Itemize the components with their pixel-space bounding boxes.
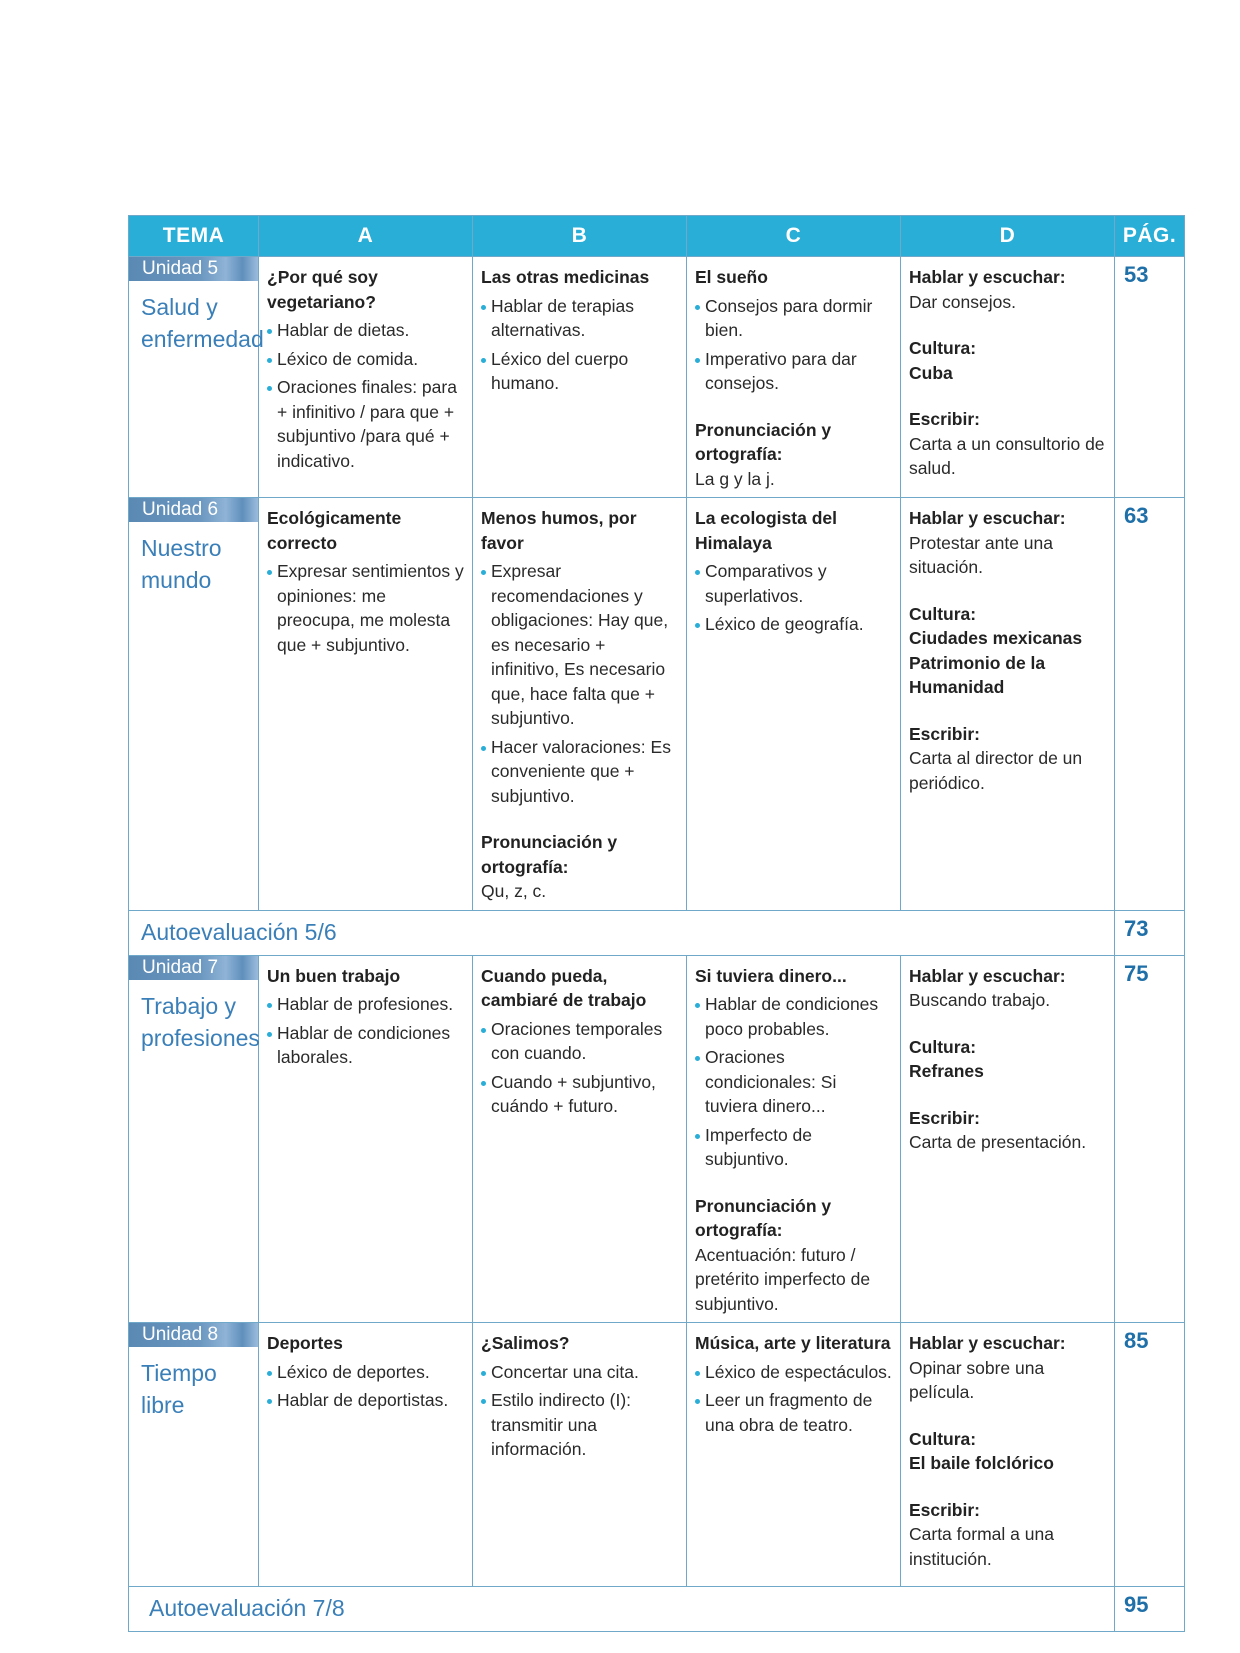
bullet-item: Imperfecto de subjuntivo. — [695, 1123, 892, 1172]
self-assessment-cell — [129, 910, 1115, 955]
pronunciation-text: Acentuación: futuro / pretérito imperfecto de subjuntivo. — [695, 1244, 871, 1314]
escribir-label: Escribir: — [909, 723, 980, 744]
bullet-item: Concertar una cita. — [481, 1360, 678, 1385]
cultura-text: Cuba — [909, 362, 953, 383]
bullet-icon — [481, 1399, 486, 1404]
bullet-item: Comparativos y superlativos. — [695, 559, 892, 608]
hablar-text: Buscando trabajo. — [909, 990, 1051, 1010]
bullet-icon — [695, 1399, 700, 1404]
bullet-list — [695, 294, 892, 396]
bullet-list — [267, 1360, 464, 1413]
section-c-cell — [687, 257, 901, 498]
bullet-icon — [267, 1371, 272, 1376]
section-title: Si tuviera dinero... — [695, 965, 847, 986]
section-title: La ecologista del Himalaya — [695, 508, 837, 553]
bullet-item: Léxico de geografía. — [695, 612, 892, 637]
unit-title: Tiempo libre — [141, 1360, 217, 1418]
escribir-text: Carta formal a una institución. — [909, 1524, 1054, 1569]
header-tema: TEMA — [129, 216, 259, 257]
section-d-cell — [901, 955, 1115, 1323]
self-assessment-row — [129, 910, 1185, 955]
bullet-item: Hablar de deportistas. — [267, 1388, 464, 1413]
self-assessment-cell — [129, 1587, 1115, 1632]
page-number: 53 — [1124, 262, 1149, 287]
header-c: C — [687, 216, 901, 257]
section-b-cell — [473, 1323, 687, 1587]
unit-cell — [129, 1323, 259, 1587]
page-number: 63 — [1124, 503, 1149, 528]
escribir-text: Carta a un consultorio de salud. — [909, 433, 1105, 478]
section-a-cell — [259, 1323, 473, 1587]
escribir-text: Carta al director de un periódico. — [909, 748, 1083, 793]
header-pag: PÁG. — [1115, 216, 1185, 257]
bullet-item: Hablar de condiciones laborales. — [267, 1021, 464, 1070]
bullet-item: Consejos para dormir bien. — [695, 294, 892, 343]
unit-cell — [129, 257, 264, 498]
cultura-label: Cultura: — [909, 603, 977, 624]
pronunciation-text: La g y la j. — [695, 468, 775, 489]
section-title: Cuando pueda, cambiaré de trabajo — [481, 965, 647, 1010]
bullet-icon — [695, 623, 700, 628]
section-title: Música, arte y literatura — [695, 1333, 891, 1353]
section-d-cell — [901, 1323, 1115, 1587]
bullet-icon — [481, 305, 486, 310]
unit-label: Unidad 5 — [129, 257, 258, 281]
self-assessment-label: Autoevaluación 7/8 — [149, 1595, 345, 1621]
bullet-icon — [695, 1056, 700, 1061]
section-c-cell — [687, 955, 901, 1323]
page-cell — [1115, 257, 1185, 498]
unit-cell — [129, 955, 259, 1323]
contents-table — [128, 215, 1185, 1632]
section-title: Las otras medicinas — [481, 267, 650, 287]
hablar-label: Hablar y escuchar: — [909, 508, 1066, 528]
bullet-icon — [267, 1032, 272, 1037]
section-c-cell — [687, 1323, 901, 1587]
hablar-label: Hablar y escuchar: — [909, 267, 1066, 287]
unit-row — [129, 1323, 1185, 1587]
bullet-item: Léxico de espectáculos. — [695, 1360, 892, 1385]
bullet-list — [481, 1360, 678, 1462]
unit-label: Unidad 6 — [129, 498, 258, 522]
section-d-cell — [901, 257, 1115, 498]
page-number: 85 — [1124, 1328, 1149, 1353]
bullet-list — [481, 1017, 678, 1119]
bullet-item: Hablar de condiciones poco probables. — [695, 992, 892, 1041]
bullet-list — [481, 559, 678, 808]
page-cell — [1115, 1587, 1185, 1632]
escribir-text: Carta de presentación. — [909, 1132, 1087, 1152]
pronunciation-label: Pronunciación y ortografía: — [695, 419, 832, 464]
bullet-list — [695, 992, 892, 1172]
section-d-cell — [901, 498, 1115, 911]
unit-title: Trabajo y profesiones — [141, 992, 260, 1051]
bullet-item: Imperativo para dar consejos. — [695, 347, 892, 396]
section-title: Ecológicamente correcto — [267, 508, 402, 553]
page-cell — [1115, 910, 1185, 955]
section-b-cell — [473, 498, 687, 911]
section-title: El sueño — [695, 267, 768, 287]
unit-title: Salud y enfermedad — [141, 294, 264, 352]
bullet-item: Cuando + subjuntivo, cuándo + futuro. — [481, 1070, 678, 1119]
bullet-item: Léxico de deportes. — [267, 1360, 464, 1385]
bullet-icon — [267, 329, 272, 334]
bullet-icon — [695, 1134, 700, 1139]
bullet-icon — [481, 1081, 486, 1086]
bullet-list — [695, 559, 892, 637]
cultura-text: Ciudades mexicanas Patrimonio de la Humanidad — [909, 628, 1083, 697]
section-title: Un buen trabajo — [267, 965, 401, 986]
unit-label: Unidad 7 — [129, 956, 258, 980]
unit-label: Unidad 8 — [129, 1323, 258, 1347]
bullet-icon — [267, 386, 272, 391]
escribir-label: Escribir: — [909, 1499, 980, 1520]
bullet-icon — [481, 1028, 486, 1033]
hablar-text: Protestar ante una situación. — [909, 532, 1053, 577]
unit-row — [129, 257, 1185, 498]
bullet-icon — [695, 305, 700, 310]
bullet-list — [267, 559, 464, 657]
bullet-list — [267, 992, 464, 1070]
bullet-item: Léxico de comida. — [267, 347, 464, 372]
self-assessment-label: Autoevaluación 5/6 — [141, 918, 337, 945]
unit-row — [129, 955, 1185, 1323]
pronunciation-text: Qu, z, c. — [481, 881, 547, 901]
page-number: 95 — [1124, 1592, 1149, 1617]
section-title: ¿Por qué soy vegetariano? — [267, 267, 378, 312]
page-cell — [1115, 955, 1185, 1323]
cultura-text: Refranes — [909, 1061, 984, 1081]
bullet-item: Hablar de profesiones. — [267, 992, 464, 1017]
bullet-icon — [481, 570, 486, 575]
bullet-icon — [267, 1003, 272, 1008]
section-b-cell — [473, 955, 687, 1323]
bullet-icon — [695, 570, 700, 575]
header-row — [129, 216, 1185, 257]
bullet-icon — [695, 1371, 700, 1376]
header-a: A — [259, 216, 473, 257]
pronunciation-label: Pronunciación y ortografía: — [695, 1195, 832, 1240]
section-a-cell — [259, 257, 473, 498]
hablar-label: Hablar y escuchar: — [909, 965, 1066, 986]
section-a-cell — [259, 955, 473, 1323]
cultura-text: El baile folclórico — [909, 1453, 1054, 1473]
bullet-list — [695, 1360, 892, 1438]
bullet-icon — [267, 570, 272, 575]
bullet-item: Oraciones condicionales: Si tuviera dinero... — [695, 1045, 892, 1119]
bullet-item: Hablar de terapias alternativas. — [481, 294, 678, 343]
bullet-item: Expresar sentimientos y opiniones: me preocupa, me molesta que + subjuntivo. — [267, 559, 464, 657]
bullet-item: Léxico del cuerpo humano. — [481, 347, 678, 396]
unit-cell — [129, 498, 259, 911]
bullet-icon — [695, 1003, 700, 1008]
hablar-text: Dar consejos. — [909, 291, 1016, 312]
cultura-label: Cultura: — [909, 338, 977, 358]
bullet-icon — [481, 746, 486, 751]
hablar-label: Hablar y escuchar: — [909, 1333, 1066, 1353]
bullet-item: Expresar recomendaciones y obligaciones: Hay que, es necesario + infinitivo, Es necesario que, hace falta que + subjuntivo. — [481, 559, 678, 731]
unit-row — [129, 498, 1185, 911]
bullet-icon — [481, 358, 486, 363]
bullet-item: Hacer valoraciones: Es conveniente que + subjuntivo. — [481, 735, 678, 809]
bullet-item: Oraciones finales: para + infinitivo / para que + subjuntivo /para qué + indicativo. — [267, 375, 464, 473]
unit-title: Nuestro mundo — [141, 535, 222, 593]
bullet-item: Hablar de dietas. — [267, 318, 464, 343]
bullet-icon — [481, 1371, 486, 1376]
cultura-label: Cultura: — [909, 1428, 977, 1449]
bullet-icon — [267, 1399, 272, 1404]
escribir-label: Escribir: — [909, 1107, 980, 1128]
page-number: 73 — [1124, 915, 1149, 941]
section-title: Deportes — [267, 1333, 343, 1353]
section-title: ¿Salimos? — [481, 1333, 570, 1353]
section-title: Menos humos, por favor — [481, 508, 637, 553]
section-c-cell — [687, 498, 901, 911]
bullet-list — [267, 318, 464, 473]
self-assessment-row — [129, 1587, 1185, 1632]
cultura-label: Cultura: — [909, 1036, 977, 1057]
header-b: B — [473, 216, 687, 257]
page-cell — [1115, 498, 1185, 911]
section-b-cell — [473, 257, 687, 498]
bullet-icon — [695, 358, 700, 363]
bullet-icon — [267, 358, 272, 363]
escribir-label: Escribir: — [909, 409, 980, 429]
bullet-list — [481, 294, 678, 396]
section-a-cell — [259, 498, 473, 911]
header-d: D — [901, 216, 1115, 257]
hablar-text: Opinar sobre una película. — [909, 1357, 1045, 1402]
bullet-item: Leer un fragmento de una obra de teatro. — [695, 1388, 892, 1437]
page-number: 75 — [1124, 960, 1149, 986]
page-cell — [1115, 1323, 1185, 1587]
bullet-item: Estilo indirecto (I): transmitir una información. — [481, 1388, 678, 1462]
pronunciation-label: Pronunciación y ortografía: — [481, 832, 618, 877]
bullet-item: Oraciones temporales con cuando. — [481, 1017, 678, 1066]
